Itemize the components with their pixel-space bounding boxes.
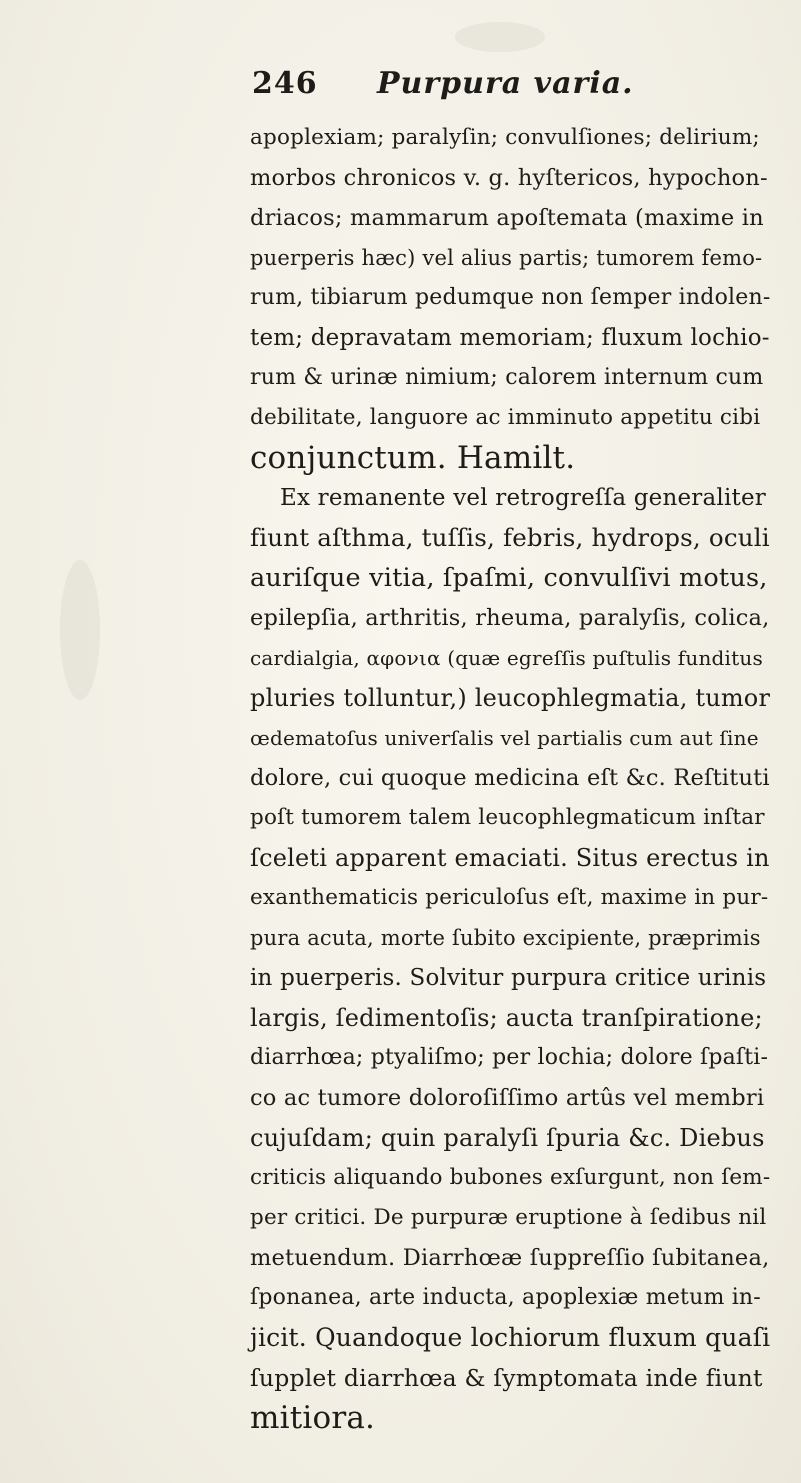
text-line: poſt tumorem talem leucophlegmaticum inſtar	[250, 805, 765, 830]
text-line: epilepſia, arthritis, rheuma, paralyſis, colica,	[250, 605, 770, 631]
text-line: criticis aliquando bubones exſurgunt, non ſem-	[250, 1165, 771, 1190]
text-line: driacos; mammarum apoſtemata (maxime in	[250, 205, 764, 231]
text-line: auriſque vitia, ſpaſmi, convulſivi motus,	[250, 563, 768, 593]
text-line: conjunctum. Hamilt.	[250, 440, 576, 476]
text-line: diarrhœa; ptyaliſmo; per lochia; dolore ſpaſti-	[250, 1045, 769, 1070]
page-header	[252, 66, 732, 110]
text-line: debilitate, languore ac imminuto appetitu cibi	[250, 405, 761, 430]
text-line: co ac tumore doloroſiſſimo artûs vel membri	[250, 1085, 765, 1111]
text-line: largis, ſedimentoſis; aucta tranſpiratione;	[250, 1004, 763, 1032]
text-line: ſponanea, arte inducta, apoplexiæ metum in-	[250, 1285, 761, 1310]
text-line: jicit. Quandoque lochiorum fluxum quaſi	[250, 1323, 771, 1352]
text-line: in puerperis. Solvitur purpura critice urinis	[250, 965, 767, 991]
text-line: pluries tolluntur,) leucophlegmatia, tumor	[250, 684, 771, 712]
text-line: fiunt aſthma, tuſſis, febris, hydrops, oculi	[250, 523, 770, 552]
running-title: Purpura varia.	[377, 66, 634, 101]
text-line: puerperis hæc) vel alius partis; tumorem femo-	[250, 246, 763, 270]
text-line: exanthematicis periculoſus eſt, maxime in pur-	[250, 885, 769, 910]
text-line: rum, tibiarum pedumque non ſemper indolen-	[250, 285, 771, 310]
text-line: apoplexiam; paralyſin; convulſiones; delirium;	[250, 125, 760, 150]
text-line: ſupplet diarrhœa & ſymptomata inde fiunt	[250, 1364, 763, 1392]
text-line: œdematoſus univerſalis vel partialis cum aut ſine	[250, 726, 759, 750]
paper-stain	[60, 560, 100, 700]
text-line: per critici. De purpuræ eruptione à ſedibus nil	[250, 1205, 767, 1230]
text-line: mitiora.	[250, 1400, 376, 1436]
text-line: tem; depravatam memoriam; fluxum lochio-	[250, 325, 770, 351]
text-line: ſceleti apparent emaciati. Situs erectus in	[250, 844, 770, 872]
text-line: morbos chronicos v. g. hyſtericos, hypochon-	[250, 165, 768, 191]
page-number: 246	[252, 66, 318, 101]
text-line: cujuſdam; quin paralyſi ſpuria &c. Diebus	[250, 1124, 765, 1152]
body-text	[250, 118, 770, 1438]
text-line: rum & urinæ nimium; calorem internum cum	[250, 365, 764, 390]
text-line: dolore, cui quoque medicina eſt &c. Reſtituti	[250, 765, 770, 791]
text-line: metuendum. Diarrhœæ ſuppreſſio ſubitanea,	[250, 1245, 770, 1271]
text-line: pura acuta, morte ſubito excipiente, præprimis	[250, 926, 761, 950]
text-line: cardialgia, αφονια (quæ egreſſis puſtulis funditus	[250, 646, 763, 670]
paper-stain	[455, 22, 545, 52]
text-line: Ex remanente vel retrogreſſa generaliter	[280, 485, 766, 511]
